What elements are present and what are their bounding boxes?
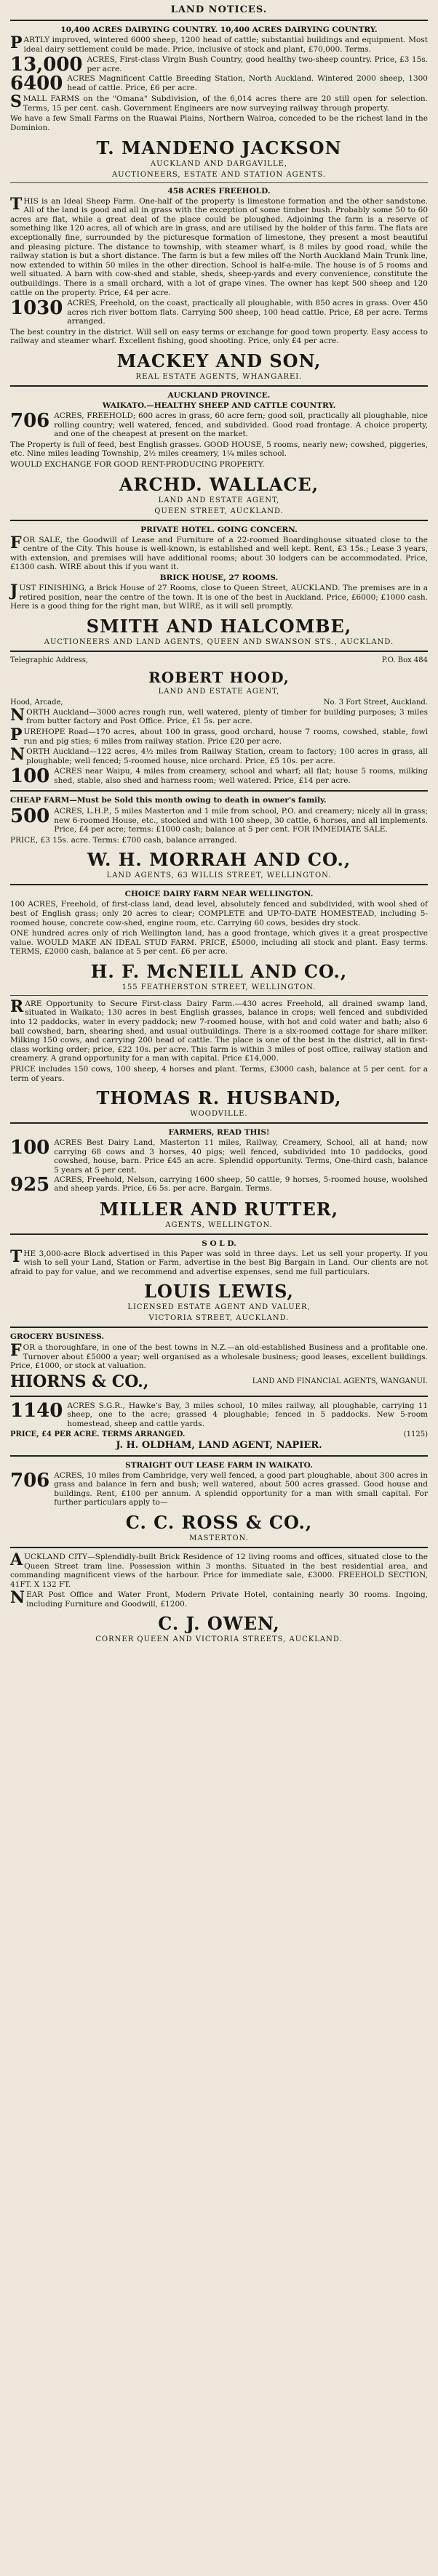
- ad-farmers: [10, 1128, 428, 1228]
- listing-6400: [10, 74, 428, 93]
- agent-location: AUCKLAND AND DARGAVILLE,: [150, 159, 288, 168]
- listing-text: AUCKLAND CITY—Splendidly-built Brick Residence of 12 living rooms and offices, situated close to the Queen Street tram line. Possession within 3 months. Situated in the best residential area, and commanding magnificent views of the harbour. Price for immediate sale, £3000. FREEHOLD SECTION, 41FT. X 132 FT.: [10, 1550, 428, 1589]
- agent-name: W. H. MORRAH AND CO.,: [87, 849, 351, 871]
- listing-text: NORTH Auckland—122 acres, 4½ miles from Railway Station, cream to factory; 100 acres in grass, all ploughable; well fenced; 5-roomed house, nice orchard. Price, £5 10s. per acre.: [10, 745, 428, 765]
- acreage-number: 925: [10, 1173, 50, 1196]
- hood-contact-line: [10, 656, 428, 664]
- listing-heading: CHOICE DAIRY FARM NEAR WELLINGTON.: [124, 890, 314, 899]
- ad-458-acres: [10, 187, 428, 382]
- ad-wellington-dairy: [10, 890, 428, 991]
- ad-reference: (1125): [403, 1430, 428, 1438]
- section-title: LAND NOTICES.: [170, 4, 268, 15]
- price-row: [10, 1430, 428, 1438]
- listing-text: THE 3,000-acre Block advertised in this Paper was sold in three days. Let us sell your property. If you wish to sell your Land, Station or Farm, advertise in the best Big Bargain in Land. Our clients are not afraid to pay for value, and we recommend and advertise expenses, send me full particulars.: [10, 1247, 428, 1276]
- listing-details: The Property is full of feed, best English grasses. GOOD HOUSE, 5 rooms, nearly new; cowshed, piggeries, etc. Nine miles leading Township, 2½ miles creamery, 1¼ miles school.: [10, 440, 428, 459]
- listing-text: NORTH Auckland—3000 acres rough run, well watered, plenty of timber for building purposes; 3 miles from butter factory and Post Office. Price, £1 5s. per acre.: [10, 705, 428, 726]
- listing-text: ACRES S.G.R., Hawke's Bay, 3 miles school, 10 miles railway, all ploughable, carrying 11 sheep, one to the acre; grassed 4 ploughable; fenced in 5 paddocks. New 5-room homestead, sheep and cattle yards.: [67, 1401, 428, 1428]
- acreage-number: 100: [10, 765, 50, 788]
- listing-heading: GROCERY BUSINESS.: [10, 1332, 105, 1342]
- price-line: PRICE, £3 15s. acre. Terms: £700 cash, balance arranged.: [10, 835, 237, 845]
- listing-text: ACRES, Freehold, Nelson, carrying 1600 sheep, 50 cattle, 9 horses, 5-roomed house, woolshed and sheep yards. Price, £6 5s. per acre. Bargain. Terms.: [54, 1175, 428, 1194]
- small-farms-text: SMALL FARMS on the "Omana" Subdivision, of the 6,014 acres there are 20 still open for selection. Terms, 15 per cent. cash. Government Engineers are now surveying railway through property.: [10, 92, 428, 113]
- listing-heading: BRICK HOUSE, 27 ROOMS.: [159, 573, 279, 582]
- agent-name: LOUIS LEWIS,: [144, 1281, 294, 1303]
- land-notices-column: [10, 0, 428, 1646]
- hiorns-line: [10, 1372, 428, 1391]
- agent-name: T. MANDENO JACKSON: [96, 137, 342, 158]
- listing-text: RARE Opportunity to Secure First-class Dairy Farm.—430 acres Freehold, all drained swamp land, situated in Waikato; 130 acres in best English grasses, balance in crops; well fenced and subdivided into 12 paddocks, water in every paddock; new 7-roomed house, with hot and cold water and bath; also 6 bail cowshed, barn, shearing shed, and usual outbuildings. There is a six-roomed cottage for share milker. Milking 150 cows, and carrying 200 head of cattle. The place is one of the best in the district, all in first-class working order; price, £22 10s. per acre. This farm is within 3 miles of post office, railway station and creamery. A grand opportunity for a man with capital. Price £14,000.: [10, 997, 428, 1063]
- exchange-note: WOULD EXCHANGE FOR GOOD RENT-PRODUCING PROPERTY.: [10, 460, 265, 470]
- ad-sold: [10, 1239, 428, 1323]
- ad-rare-opportunity: [10, 999, 428, 1118]
- divider: [10, 20, 428, 21]
- agent-location: MASTERTON.: [189, 1534, 249, 1542]
- listing-text: NEAR Post Office and Water Front, Modern Private Hotel, containing nearly 30 rooms. Ingoing, including Furniture and Goodwill, £1200.: [10, 1588, 428, 1609]
- telegraphic-label: Telegraphic Address,: [10, 656, 89, 664]
- listing-100: [10, 767, 428, 786]
- listing-text: ACRES, FREEHOLD; 600 acres in grass, 60 acre fern; good soil, practically all ploughable, nice rolling country; well watered, fenced, and subdivided. Good road frontage. A choice property, and one of the cheapest at present on the market.: [54, 411, 428, 439]
- divider: [10, 1122, 428, 1124]
- agent-name: ROBERT HOOD,: [148, 668, 290, 686]
- listing-text: ACRES, L.H.P., 5 miles Masterton and 1 mile from school, P.O. and creamery; nicely all in grass; new 6-roomed House, etc., stocked and with 100 sheep, 30 cattle, 6 horses, and all implements. Price, £4 per acre; terms: £1000 cash; balance at 5 per cent. FOR IMMEDIATE SALE.: [54, 806, 428, 834]
- acreage-number: 1140: [10, 1399, 63, 1422]
- dairy-text: PARTLY improved, wintered 6000 sheep, 1200 head of cattle; substantial buildings and equipment. Most ideal dairy settlement could be made. Price, inclusive of stock and plant, £70,000. Terms.: [10, 33, 428, 54]
- divider: [10, 1547, 428, 1548]
- agent-name: C. C. ROSS & CO.,: [125, 1511, 313, 1533]
- listing-text: ACRES, Freehold, on the coast, practically all ploughable, with 850 acres in grass. Over 450 acres rich river bottom flats. Carrying 500 sheep, 100 head cattle. Price, £8 per acre. Terms arranged.: [67, 299, 428, 326]
- ad-jackson-properties: [10, 25, 428, 179]
- divider: [10, 1396, 428, 1397]
- listing-13000: [10, 55, 428, 74]
- price-line: PRICE, £4 PER ACRE. TERMS ARRANGED.: [10, 1430, 186, 1438]
- listing-text: JUST FINISHING, a Brick House of 27 Rooms, close to Queen Street, AUCKLAND. The premises are in a retired position, near the centre of the town. It is one of the best in Auckland. Price, £6000; £1000 cash. Here is a good thing for the right man, but WIRE, as it will sell promptly.: [10, 581, 428, 611]
- agent-name: C. J. OWEN,: [158, 1613, 280, 1635]
- listing-1030: [10, 299, 428, 326]
- listing-heading: STRAIGHT OUT LEASE FARM IN WAIKATO.: [125, 1460, 313, 1470]
- acreage-number: 706: [10, 410, 50, 432]
- agent-name: THOMAS R. HUSBAND,: [96, 1087, 342, 1109]
- listing-heading: S O L D.: [202, 1239, 236, 1248]
- ad-cheap-farm: [10, 796, 428, 880]
- ad-hawkes-bay: [10, 1401, 428, 1451]
- agent-role: LAND AND ESTATE AGENT,: [158, 496, 280, 504]
- listing-100-masterton: [10, 1138, 428, 1175]
- acreage-number: 100: [10, 1137, 50, 1159]
- agent-street: QUEEN STREET, AUCKLAND.: [154, 507, 284, 515]
- divider: [10, 790, 428, 792]
- agent-name: J. H. OLDHAM, LAND AGENT, NAPIER.: [116, 1439, 322, 1451]
- listing-heading: PRIVATE HOTEL. GOING CONCERN.: [140, 525, 298, 534]
- agent-role: 155 FEATHERSTON STREET, WELLINGTON.: [122, 983, 316, 991]
- acreage-number: 500: [10, 805, 50, 827]
- listing-706-lease: [10, 1471, 428, 1508]
- listing-stock: PRICE includes 150 cows, 100 sheep, 4 horses and plant. Terms, £3000 cash, balance at 5 per cent. for a term of years.: [10, 1065, 428, 1083]
- agent-name: H. F. McNEILL AND CO.,: [90, 960, 348, 982]
- agent-name: MACKEY AND SON,: [116, 350, 322, 372]
- agent-name: HIORNS & CO.,: [10, 1372, 149, 1391]
- listing-text: FOR a thoroughfare, in one of the best towns in N.Z.—an old-established Business and a profitable one. Turnover about £5000 a year; well organised as a wholesale business; good leases, excellent buildings. Price, £1000, or stock at valuation.: [10, 1340, 428, 1371]
- agent-name: MILLER AND RUTTER,: [99, 1198, 339, 1220]
- agent-street: VICTORIA STREET, AUCKLAND.: [148, 1314, 290, 1323]
- listing-extra: The best country in the district. Will sell on easy terms or exchange for good town property. Easy access to railway and steamer wharf. Excellent fishing, good shooting. Price, only £4 per acre.: [10, 327, 428, 346]
- listing-text: THIS is an Ideal Sheep Farm. One-half of the property is limestone formation and the other sandstone. All of the land is good and all in grass with the exception of some timber bush. Probably some 50 to 60 acres are flat, while a great deal of the place could be ploughed. Adjoining the farm is a reserve of something like 120 acres, all of which are in grass, and are utilised by the holder of this farm. The flats are exceptionally fine, surrounded by the picturesque formation of limestone, they present a most beautiful and pleasing picture. The distance to township, with steamer wharf, is 8 miles by good road, while the railway station is but a short distance. The farm is but a few miles off the North Auckland Main Trunk line, now extended to within 50 miles in the other direction. School is half-a-mile. The house is of 5 rooms and well situated. A barn with cow-shed and stable, sheds, sheep-yards and every convenience, constitute the outbuildings. There is a small orchard, with a lot of grape vines. The owner has kept 500 sheep and 120 cattle on the property. Price, £4 per acre.: [10, 194, 428, 297]
- listing-text: ACRES Best Dairy Land, Masterton 11 miles, Railway, Creamery, School, all at hand; now carrying 68 cows and 3 horses, 40 pigs; well fenced, subdivided into 10 paddocks, good cowshed, house, barn. Price £45 an acre. Splendid opportunity. Terms, One-third cash, balance 5 years at 5 per cent.: [54, 1138, 428, 1175]
- agent-location: WOODVILLE.: [190, 1110, 248, 1119]
- listing-706: [10, 411, 428, 439]
- acreage-number: 706: [10, 1469, 50, 1492]
- listing-text: ACRES, 10 miles from Cambridge, very well fenced, a good part ploughable, about 300 acres in grass and balance in fern and bush; well watered, about 500 acres grassed. Good house and buildings. Rent, £100 per annum. A splendid opportunity for a man with small capital. For further particulars apply to—: [54, 1470, 428, 1508]
- dairy-heading: 10,400 ACRES DAIRYING COUNTRY. 10,400 ACRES DAIRYING COUNTRY.: [60, 25, 378, 34]
- divider: [10, 520, 428, 521]
- listing-text: FOR SALE, the Goodwill of Lease and Furniture of a 22-roomed Boardinghouse situated close to the centre of the City. This house is well-known, is established and well kept. Rent, £3 15s.; Lease 3 years, with extension, and premises will have additional rooms; about 30 lodgers can be accommodated. Price, £1300 cash. WIRE about this if you want it.: [10, 533, 428, 572]
- agent-name: ARCHD. WALLACE,: [119, 473, 319, 495]
- section-subheading: WAIKATO.—HEALTHY SHEEP AND CATTLE COUNTRY.: [102, 401, 336, 411]
- agent-role: AUCTIONEERS, ESTATE AND STATION AGENTS.: [111, 170, 327, 179]
- agent-role: LAND AGENTS, 63 WILLIS STREET, WELLINGTON.: [106, 872, 332, 880]
- swamp-text: We have a few Small Farms on the Ruawai Plains, Northern Wairoa, conceded to be the richest land in the Dominion.: [10, 114, 428, 132]
- address-right: No. 3 Fort Street, Auckland.: [323, 698, 428, 707]
- divider: [10, 884, 428, 885]
- listing-text: ACRES Magnificent Cattle Breeding Station, North Auckland. Wintered 2000 sheep, 1300 head of cattle. Price, £6 per acre.: [67, 74, 428, 92]
- agent-name: SMITH AND HALCOMBE,: [86, 615, 352, 637]
- acreage-number: 13,000: [10, 54, 83, 76]
- divider: [10, 1327, 428, 1328]
- listing-text: PUREHOPE Road—170 acres, about 100 in grass, good orchard, house 7 rooms, cowshed, stable, fowl run and pig sties; 6 miles from railway station. Price £20 per acre.: [10, 725, 428, 746]
- ad-auckland-province: [10, 391, 428, 515]
- hood-address: [10, 699, 428, 707]
- listing-heading: 458 ACRES FREEHOLD.: [167, 186, 271, 196]
- agent-role: LAND AND FINANCIAL AGENTS, WANGANUI.: [252, 1377, 428, 1386]
- divider: [10, 1455, 428, 1457]
- listing-1140: [10, 1401, 428, 1429]
- po-box: P.O. Box 484: [381, 656, 428, 664]
- agent-location: AGENTS, WELLINGTON.: [165, 1220, 273, 1229]
- agent-role: LICENSED ESTATE AGENT AND VALUER,: [127, 1303, 311, 1312]
- divider: [10, 1233, 428, 1235]
- ad-grocery: [10, 1332, 428, 1390]
- agent-location: CORNER QUEEN AND VICTORIA STREETS, AUCKLAND.: [95, 1635, 343, 1644]
- listing-heading: FARMERS, READ THIS!: [168, 1128, 270, 1138]
- listing-500: [10, 807, 428, 834]
- listing-text: ONE hundred acres only of rich Wellington land, has a good frontage, which gives it a great prospective value. WOULD MAKE AN IDEAL STUD FARM. PRICE, £5000, including all stock and plant. Easy terms. TERMS, £2000 cash, balance at 5 per cent. £6 per acre.: [10, 929, 428, 957]
- listing-text: ACRES near Waipu, 4 miles from creamery, school and wharf; all flat; house 5 rooms, milking shed, stable, also shed and harness room; well watered. Price, £14 per acre.: [54, 767, 428, 785]
- ad-private-hotel: [10, 526, 428, 646]
- acreage-number: 1030: [10, 297, 63, 320]
- acreage-number: 6400: [10, 73, 63, 95]
- agent-role: REAL ESTATE AGENTS, WHANGAREI.: [135, 373, 303, 382]
- listing-heading: CHEAP FARM—Must be Sold this month owing to death in owner's family.: [10, 796, 327, 805]
- listing-text: ACRES, First-class Virgin Bush Country, good healthy two-sheep country. Price, £3 15s. per acre.: [87, 55, 428, 73]
- listing-text: 100 ACRES, Freehold, of first-class land, dead level, absolutely fenced and subdivided, with wool shed of best of English grass; only 20 acres to clear; COMPLETE and UP-TO-DATE HOMESTEAD, including 5-roomed house, concrete cow-shed, engine room, etc. Carrying 60 cows, besides dry stock.: [10, 900, 428, 927]
- divider: [10, 995, 428, 996]
- section-heading: AUCKLAND PROVINCE.: [167, 391, 271, 401]
- divider: [10, 182, 428, 183]
- divider: [10, 385, 428, 387]
- agent-role: AUCTIONEERS AND LAND AGENTS, QUEEN AND SWANSON STS., AUCKLAND.: [44, 637, 394, 646]
- ad-robert-hood: [10, 656, 428, 786]
- agent-role: LAND AND ESTATE AGENT,: [158, 687, 280, 696]
- divider: [10, 651, 428, 652]
- address-left: Hood, Arcade,: [10, 698, 63, 707]
- ad-waikato-lease: [10, 1461, 428, 1542]
- ad-auckland-city: [10, 1550, 428, 1644]
- listing-925: [10, 1175, 428, 1194]
